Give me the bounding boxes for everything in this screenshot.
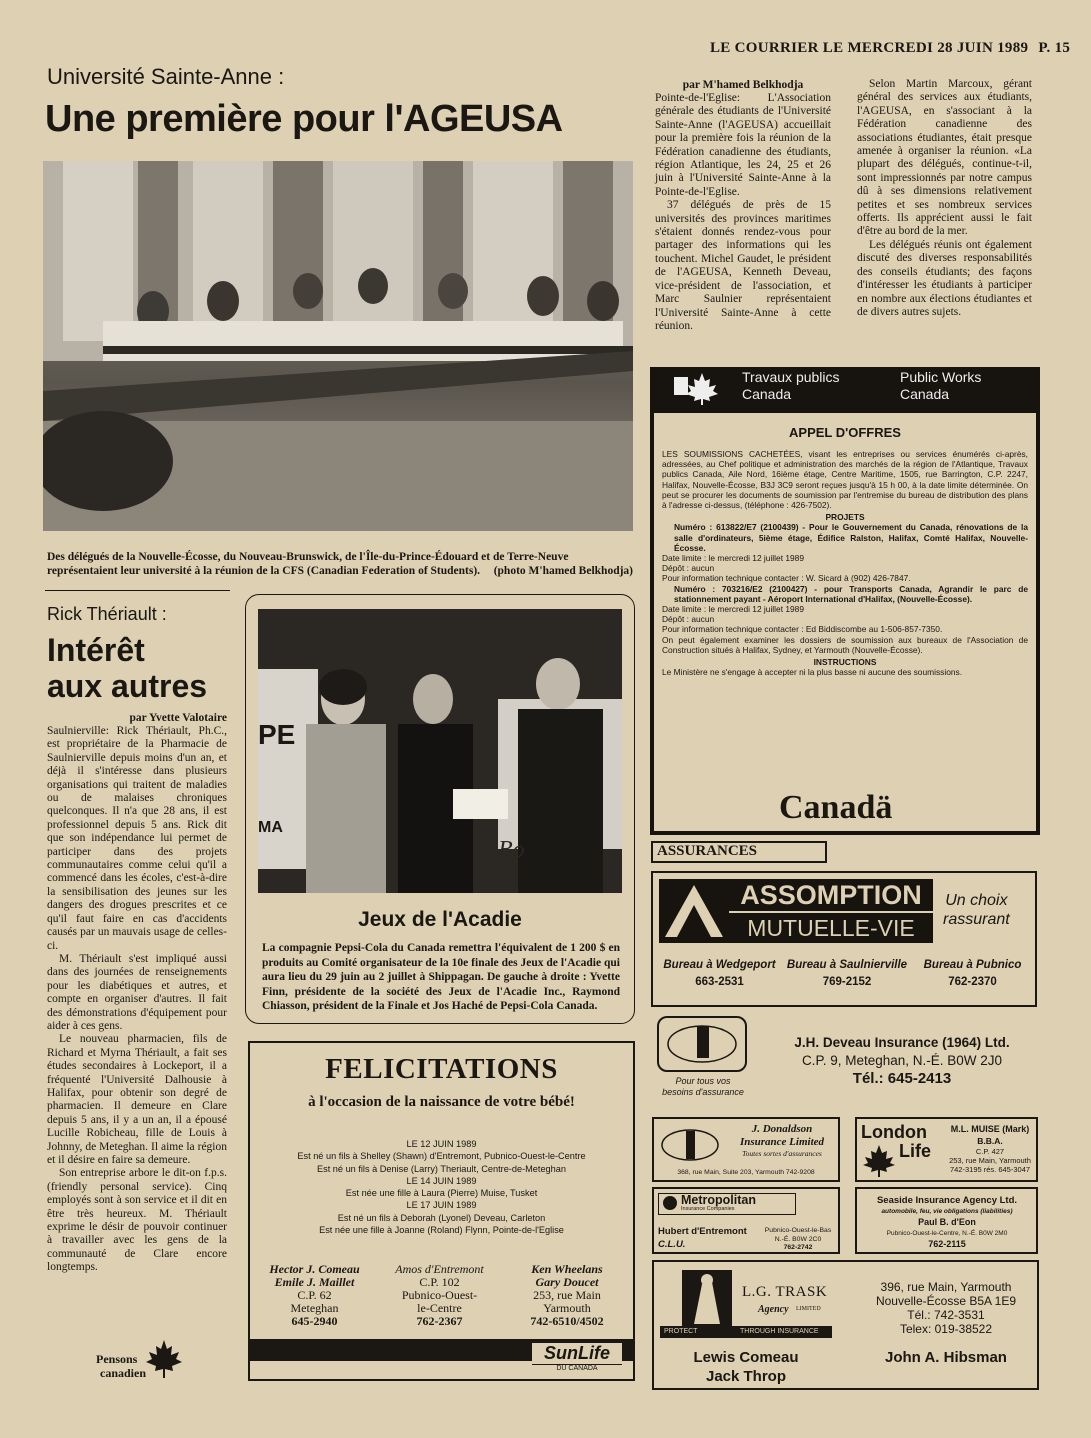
article1-kicker: Université Sainte-Anne : [47,64,285,89]
meeting-photo-caption [47,550,633,578]
article2-title-line2: aux autres [47,668,208,704]
article1-byline: par M'hamed Belkhodja [682,79,804,91]
office-phone: 762-2370 [948,976,997,988]
assomption-slogan-1: Un choix [945,892,1008,909]
london-maple-leaf-icon [861,1143,897,1179]
deveau-logo [657,1016,747,1072]
donaldson-name2: Insurance Limited [739,1136,825,1148]
trask-addr1: 396, rue Main, Yarmouth [880,1280,1012,1294]
donaldson-tag: Toutes sortes d'assurances [742,1149,822,1158]
assomption-slogan-2: rassurant [943,911,1010,928]
jeux-title: Jeux de l'Acadie [358,908,522,931]
tender-text [662,449,1028,677]
agent-2-addr2: Pubnico-Ouest-le-Centre [401,1288,478,1315]
office-wedgeport [657,957,782,991]
birth-line: Est née une fille à Laura (Pierre) Muise, Tusket [345,1188,538,1199]
birth-line: Est né un fils à Deborah (Lyonel) Deveau, Carleton [337,1212,546,1223]
agent-1-name2: Emile J. Maillet [274,1275,355,1289]
felicitations-box [248,1041,635,1381]
trask-agents-left [660,1348,832,1386]
tender-p2-contact: Pour information technique contacter : Ed Biddiscombe au 1-506-857-7350. [662,624,943,635]
trask-logo-icon [682,1270,732,1332]
london-addr: 253, rue Main, Yarmouth [949,1156,1031,1165]
article2-p4: Son entreprise arbore le dit-on f.p.s. (friendly personal service). Cinq employés sont à son service et il dit en être très heureux. M. Thériault exprime le désir de pouvoir continuer à travailler avec les gens de la communauté de Clare encore longtemps. [47,1167,227,1274]
divider [45,590,230,591]
photo-sign-ma: MA [258,819,283,836]
agent-1-name1: Hector J. Comeau [269,1262,360,1276]
article1-col2-p2: Les délégués réunis ont également discuté des diverses responsabilités des conseils étudiants; des façons d'intéresser les étudiants à participer en nombre aux élections étudiantes et de divers autres sujets. [857,238,1032,318]
birth-line: LE 14 JUIN 1989 [406,1175,477,1186]
birth-line: LE 17 JUIN 1989 [406,1200,477,1211]
tender-p1: Numéro : 613822/E7 (2100439) - Pour le Gouvernement du Canada, rénovations de la salle d'ordinateurs, 5ième étage, Édifice Ralston, Halifax, Comté Halifax, Nouvelle-Écosse. [674,522,1028,553]
sunlife-logo [532,1343,622,1379]
maple-leaf-icon [144,1338,184,1378]
photo-sign-bo: Bo [498,837,525,863]
deveau-name: J.H. Deveau Insurance (1964) Ltd. [794,1035,1010,1050]
tender-title: APPEL D'OFFRES [789,425,901,440]
dept-en [900,369,981,403]
article2-body [47,711,227,1275]
metropolitan-logo-sub: Insurance Companies [681,1206,735,1212]
trask-agent-right: John A. Hibsman [885,1349,1007,1366]
metropolitan-agent [658,1225,747,1251]
tender-extra: On peut également examiner les dossiers de soumission aux bureaux de l'Association de Construction situés à Halifax, Sydney, et Yarmouth (Nouvelle-Écosse). [662,634,1028,655]
article2-p3: Le nouveau pharmacien, fils de Richard et Myrna Thériault, a fait ses études secondaires à Lockeport, il a fréquenté l'Université Dalhousie à Halifax, pour obtenir son degré de pharmacien. Il demeure en Clare depuis 5 ans, il y a un an, il a épousé Lucille Robicheau, fille de Louis à Johnny, de Meteghan. Il aime la région et il désire en faire sa demeure. [47,1033,227,1166]
meeting-photo-svg [43,161,633,531]
donaldson-name1: J. Donaldson [751,1123,813,1135]
trask-telex: Telex: 019-38522 [899,1322,993,1336]
london-life-ad [855,1117,1038,1182]
tender-ad [650,367,1040,835]
seaside-tag: automobile, feu, vie obligations (liabilities) [881,1208,1013,1215]
london-logo-2: Life [899,1141,932,1161]
birth-line: Est né un fils à Shelley (Shawn) d'Entremont, Pubnico-Ouest-le-Centre [297,1151,586,1162]
trask-agent-1: Lewis Comeau [693,1349,799,1366]
tender-p2-date: Date limite : le mercredi 12 juillet 1989 [662,604,804,615]
tender-instructions: INSTRUCTIONS [813,657,877,668]
birth-line: Est né un fils à Denise (Larry) Theriault, Centre-de-Meteghan [316,1163,567,1174]
london-cp: C.P. 427 [975,1147,1005,1156]
dept-fr-1: Travaux publics [742,369,840,385]
seaside-ad [855,1187,1038,1254]
office-pubnico [912,957,1033,991]
canada-wordmark-text: Canadä [779,789,893,826]
article2-title-line1: Intérêt [47,632,145,668]
assomption-line2: MUTUELLE-VIE [729,913,933,943]
seaside-name: Seaside Insurance Agency Ltd. [876,1195,1018,1206]
trask-ad [652,1260,1039,1390]
dept-fr [742,369,840,403]
seaside-info [859,1195,1035,1250]
deveau-tagline [651,1076,755,1098]
birth-list [250,1138,633,1236]
seaside-addr: Pubnico-Ouest-le-Centre, N.-É. B0W 2M0 [886,1230,1008,1237]
donaldson-info [726,1123,838,1159]
trask-tel: Tél.: 742-3531 [907,1308,985,1322]
metropolitan-addr2: N.-É. B0W 2C0 [774,1235,822,1243]
pensons-canadien [96,1338,196,1383]
assurances-header [651,841,827,863]
london-tel: 742-3195 rés. 645-3047 [949,1165,1031,1174]
tender-p2-depot: Dépôt : aucun [662,614,715,625]
canada-flag-icon [672,369,732,405]
metropolitan-tel: 762-2742 [783,1244,813,1251]
photo-credit: (photo M'hamed Belkhodja) [493,565,633,577]
agent-2-phone: 762-2367 [416,1314,463,1328]
agent-3 [502,1263,632,1328]
tender-p2: Numéro : 703216/E2 (2100427) - pour Transports Canada, Agrandir le parc de stationnement payant - Aéroport International d'Halifax, (Nouvelle-Écosse). [674,583,1028,604]
article1-col2-p1: Selon Martin Marcoux, gérant général des services aux étudiants, l'AGEUSA, en s'associant à la Fédération canadienne des associations étudiantes, était presque amenée à organiser la réunion. «La plupart des délégués, continue-t-il, sont impressionnés par notre campus dû à ses dimensions relativement petites et ses nombreux services offerts. Ils apprécient aussi le fait d'être au bord de la mer. [857,78,1032,238]
article2-kicker: Rick Thériault : [47,604,167,624]
article1-col1-p1: Pointe-de-l'Eglise: L'Association générale des étudiants de l'Université Sainte-Anne (l'AGEUSA) accueillait pour la première fois la réunion de la Fédération canadienne des étudiants, région Atlantique, les 24, 25 et 26 juin à l'Université Sainte-Anne à la Pointe-de-l'Eglise. [655,92,831,198]
agent-3-name2: Gary Doucet [535,1275,599,1289]
trask-agent-2: Jack Throp [705,1368,787,1385]
tender-body [654,413,1036,783]
trask-addr2: Nouvelle-Écosse B5A 1E9 [875,1294,1017,1308]
sunlife-logo-text: SunLife [544,1343,610,1363]
assurances-header-text: ASSURANCES [657,843,758,859]
trask-band [660,1326,832,1338]
donaldson-addr: 368, rue Main, Suite 203, Yarmouth 742-9208 [677,1169,815,1176]
office-label: Bureau à Wedgeport [663,959,776,971]
donaldson-logo-icon [658,1125,722,1165]
meeting-photo [43,161,633,531]
caption-text: Des délégués de la Nouvelle-Écosse, du Nouveau-Brunswick, de l'Île-du-Prince-Édouard et de Terre-Neuve représentaient leur université à la réunion de la CFS (Canadian Federation of Students). [47,551,569,577]
birth-line: LE 12 JUIN 1989 [406,1139,477,1149]
metropolitan-ad [652,1187,840,1254]
birth-line: Est née une fille à Joanne (Roland) Flynn, Pointe-de-l'Eglise [319,1225,564,1236]
assomption-ad [651,871,1037,1007]
metropolitan-logo [658,1193,796,1215]
agent-3-phone: 742-6510/4502 [530,1314,604,1328]
trask-logo-2: Agency [758,1304,789,1315]
jeux-box [245,594,635,1024]
seaside-agent: Paul B. d'Eon [918,1217,976,1227]
article1-col1 [655,78,831,333]
trask-logo-3: LIMITED [796,1306,821,1312]
london-info [943,1123,1037,1174]
masthead [710,40,1070,57]
london-deg: B.B.A. [977,1136,1003,1146]
seaside-tel: 762-2115 [928,1239,966,1249]
tender-p1-depot: Dépôt : aucun [662,563,715,574]
metropolitan-agent-name: Hubert d'Entremont [658,1226,747,1237]
office-label: Bureau à Pubnico [923,959,1022,971]
masthead-text: LE COURRIER LE MERCREDI 28 JUIN 1989 [710,40,1029,56]
office-label: Bureau à Saulnierville [786,959,908,971]
trask-band-1: PROTECT [664,1328,698,1335]
office-phone: 769-2152 [822,976,872,988]
agent-3-addr2: Yarmouth [543,1301,591,1315]
metropolitan-logo-text: Metropolitan [681,1193,756,1207]
canada-wordmark [654,783,1036,831]
donaldson-ad [652,1117,840,1182]
article2-title [47,632,207,704]
tender-projets: PROJETS [825,512,865,523]
trask-logo-1: L.G. TRASK [742,1284,828,1300]
dept-fr-2: Canada [742,386,792,402]
office-phone: 663-2531 [695,976,744,988]
deveau-tagline-2: besoins d'assurance [662,1087,744,1097]
assomption-line1: ASSOMPTION [729,879,933,911]
jeux-photo-svg [258,609,622,893]
pensons-text-2: canadien [100,1366,147,1380]
page-number: P. 15 [1038,40,1071,56]
article1-title: Une première pour l'AGEUSA [45,98,563,140]
london-logo-1: London [861,1122,927,1142]
deveau-tel: Tél.: 645-2413 [852,1070,952,1087]
agent-2 [377,1263,502,1328]
metropolitan-agent-title: C.L.U. [658,1239,686,1250]
trask-address [854,1280,1038,1336]
agent-2-addr1: C.P. 102 [419,1275,460,1289]
agent-1-addr1: C.P. 62 [297,1288,332,1302]
dept-en-1: Public Works [900,369,982,385]
agent-1-phone: 645-2940 [291,1314,338,1328]
agent-1-addr2: Meteghan [290,1301,339,1315]
felicitations-subtitle: à l'occasion de la naissance de votre bébé! [308,1094,575,1110]
article2-p2: M. Thériault s'est impliqué aussi dans des journées de renseignements pour les diabétiques et autres, et compte en organiser d'autres. Il fait des démonstrations d'équipement pour aider à ces gens. [47,952,227,1032]
article1-col2 [857,78,1032,319]
trask-band-2: THROUGH INSURANCE [740,1328,819,1335]
jeux-text: La compagnie Pepsi-Cola du Canada remettra l'équivalent de 1 200 $ en produits au Comité organisateur de la 10e finale des Jeux de l'Acadie qui aura lieu du 29 juin au 2 juillet à Shippagan. De gauche à droite : Yvette Finn, présidente de la société des Jeux de l'Acadie Inc., Raymond Chiasson, président de la Finale et Jos Haché de Pepsi-Cola Canada. [262,942,620,1012]
assomption-slogan [943,891,1010,929]
london-name: M.L. MUISE (Mark) [950,1124,1030,1134]
photo-sign-pe: PE [258,719,296,750]
agent-3-name1: Ken Wheelans [531,1262,603,1276]
agent-1 [252,1263,377,1328]
agent-3-addr1: 253, rue Main [533,1288,601,1302]
metropolitan-addr [758,1227,838,1253]
deveau-tagline-1: Pour tous vos [675,1076,731,1086]
assomption-logo-icon [659,879,729,943]
deveau-ad [651,1014,1037,1104]
metropolitan-logo-icon [661,1194,679,1212]
tender-instr-text: Le Ministère ne s'engage à accepter ni la plus basse ni aucune des soumissions. [662,667,963,678]
felicitations-title: FELICITATIONS [325,1053,558,1085]
office-saulnierville [782,957,912,991]
tender-intro: LES SOUMISSIONS CACHETÉES, visant les entreprises ou services énumérés ci-après, adressées, au Chef politique et administration des marchés de la région de l'Atlantique, Travaux publics Canada, Aile Nord, 16ième étage, Centre Maritime, 1505, rue Barrington, C.P. 2247, Halifax, Nouvelle-Écosse, B3J 3C9 seront reçues jusqu'à 15 h 00, à la date limite déterminée. On peut se procurer les documents de soumission par l'entremise du bureau de distribution des plans à l'adresse ci-dessus, (téléphone : 426-7502). [662,449,1028,511]
deveau-logo-icon [659,1018,745,1070]
pensons-text-1: Pensons [96,1352,138,1366]
metropolitan-addr1: Pubnico-Ouest-le-Bas [764,1227,832,1234]
dept-en-2: Canada [900,386,950,402]
deveau-info [771,1034,1033,1088]
deveau-addr: C.P. 9, Meteghan, N.-É. B0W 2J0 [801,1053,1003,1068]
agents-row [252,1262,632,1328]
article1-col1-p2: 37 délégués de près de 15 universités des provinces maritimes s'étaient donnés rendez-vous pour partager des informations qui les touchent. Michel Gaudet, le président de l'AGEUSA, Kenneth Deveau, vice-président de l'association, et Marc Saulnier représentaient l'Université Sainte-Anne à cette réunion. [655,199,831,332]
jeux-photo [258,609,622,893]
agent-2-name1: Amos d'Entremont [395,1262,484,1276]
tender-p1-date: Date limite : le mercredi 12 juillet 1989 [662,553,804,564]
sunlife-logo-sub: DU CANADA [532,1364,622,1372]
article2-p1: Saulnierville: Rick Thériault, Ph.C., est propriétaire de la Pharmacie de Saulnierville depuis moins d'un an, et déjà il s'intéresse dans plusieurs organisations qui traitent de maladies ou de malaises chroniques quelconques. Il n'a que 28 ans, il est professionnel depuis 5 ans. Rick dit que son indépendance lui permet de participer dans des projets communautaires comme celui qu'il a commencé dans les écoles, c'est-à-dire la sensibilisation des jeunes sur les dangers des drogues prescrites et ce qu'il faut faire en cas d'accidents causés par un mauvais usage de celles-ci. [47,725,227,952]
article2-byline: par Yvette Valotaire [129,712,227,724]
tender-p1-contact: Pour information technique contacter : W. Sicard à (902) 426-7847. [662,573,911,584]
